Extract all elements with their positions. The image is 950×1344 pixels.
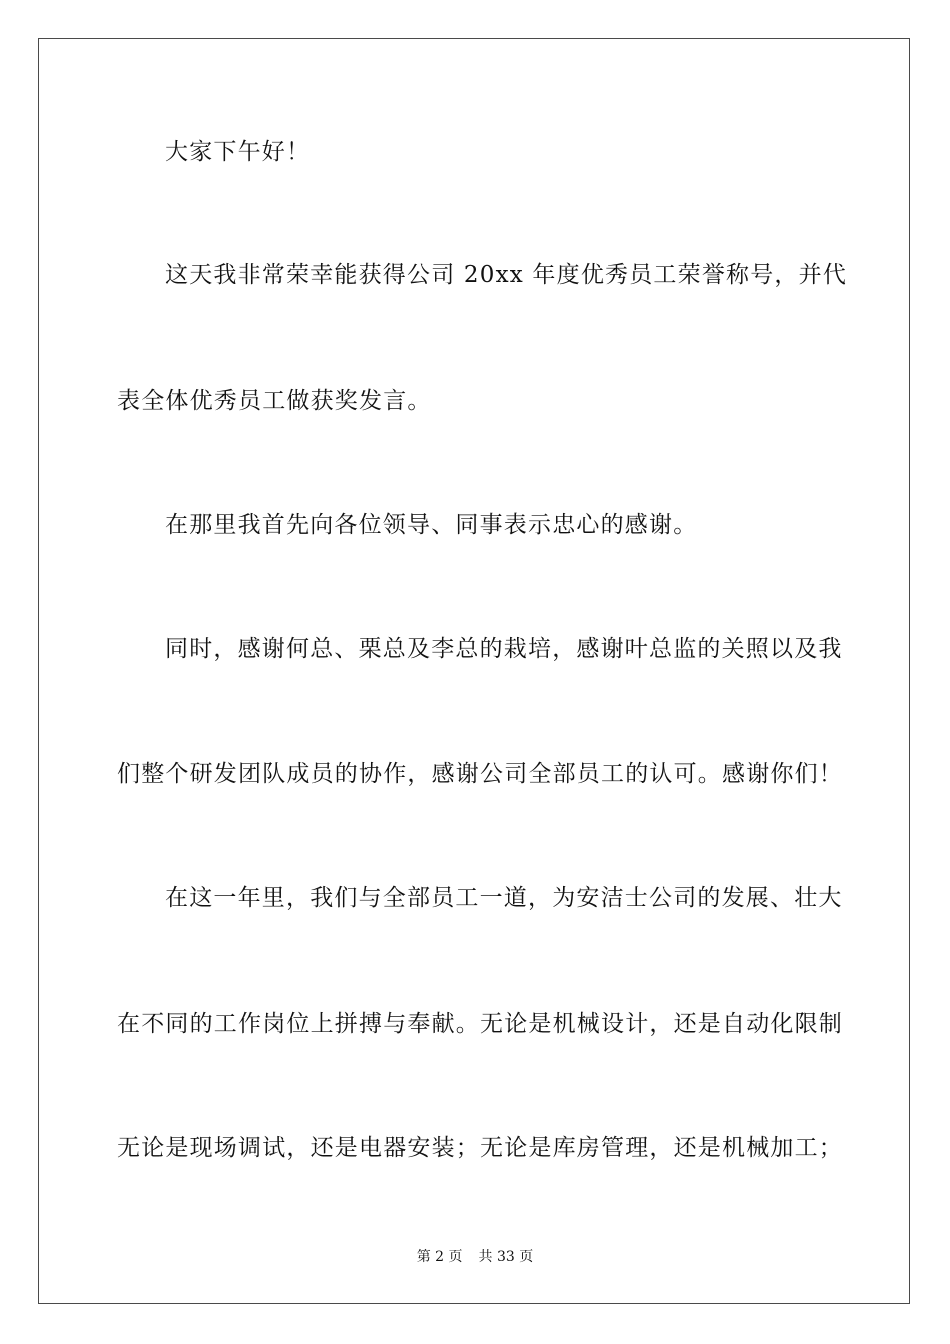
paragraph-line: 在不同的工作岗位上拼搏与奉献。无论是机械设计，还是自动化限制 <box>117 1011 843 1037</box>
paragraph-line: 这天我非常荣幸能获得公司 20xx 年度优秀员工荣誉称号，并代 <box>165 262 848 288</box>
page-number: 第 2 页 <box>416 1249 463 1265</box>
paragraph-line: 同时，感谢何总、栗总及李总的栽培，感谢叶总监的关照以及我 <box>165 636 843 662</box>
paragraph-line: 表全体优秀员工做获奖发言。 <box>117 388 432 414</box>
paragraph-line: 在这一年里，我们与全部员工一道，为安洁士公司的发展、壮大 <box>165 885 843 911</box>
page-total: 共 33 页 <box>478 1249 534 1265</box>
greeting-line: 大家下午好！ <box>165 139 311 165</box>
paragraph-line: 们整个研发团队成员的协作，感谢公司全部员工的认可。感谢你们！ <box>117 761 843 787</box>
page-footer <box>0 1248 950 1266</box>
paragraph-line: 在那里我首先向各位领导、同事表示忠心的感谢。 <box>165 512 698 538</box>
page-border <box>38 38 910 1304</box>
paragraph-line: 无论是现场调试，还是电器安装；无论是库房管理，还是机械加工； <box>117 1135 843 1161</box>
